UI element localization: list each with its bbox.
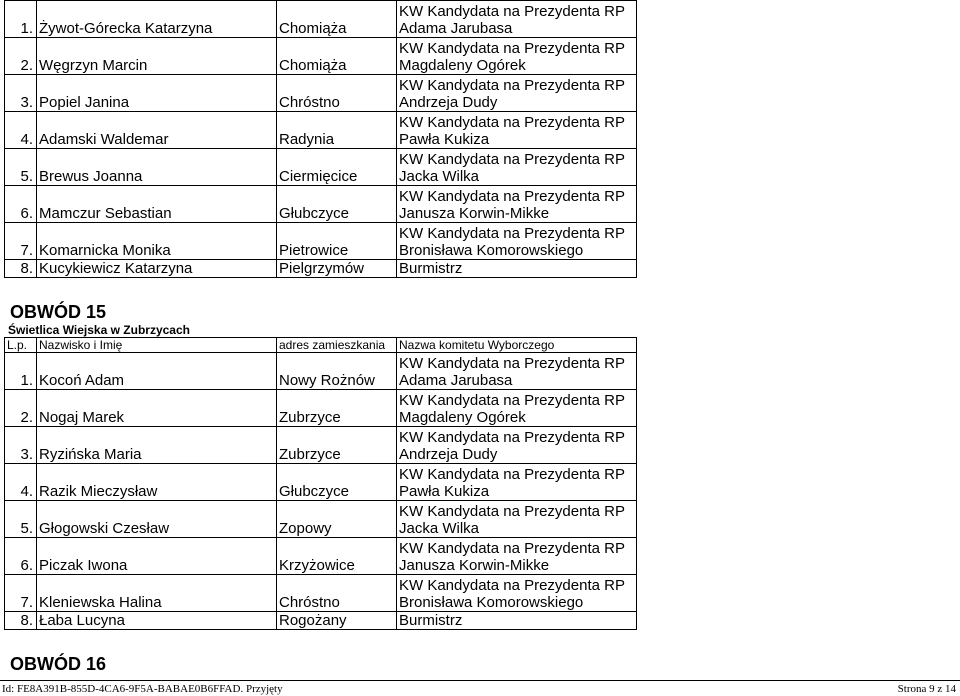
row-number: 8. <box>5 260 37 278</box>
table-row <box>5 353 637 390</box>
page-number: Strona 9 z 14 <box>897 683 956 695</box>
member-address: Zopowy <box>277 501 397 538</box>
committee-line: KW Kandydata na Prezydenta RP <box>399 3 625 20</box>
committee-name <box>397 538 637 575</box>
member-name: Brewus Joanna <box>37 149 277 186</box>
committee-line: Adama Jarubasa <box>399 372 513 389</box>
table-row <box>5 75 637 112</box>
member-address: Głubczyce <box>277 186 397 223</box>
committee-line: KW Kandydata na Prezydenta RP <box>399 503 625 520</box>
row-number: 5. <box>5 501 37 538</box>
committee-name <box>397 612 637 630</box>
committee-line: Janusza Korwin-Mikke <box>399 557 550 574</box>
member-address: Nowy Rożnów <box>277 353 397 390</box>
member-address: Krzyżowice <box>277 538 397 575</box>
row-number: 2. <box>5 390 37 427</box>
header-committee: Nazwa komitetu Wyborczego <box>397 338 637 353</box>
committee-line: KW Kandydata na Prezydenta RP <box>399 577 625 594</box>
row-number: 1. <box>5 353 37 390</box>
member-address: Pielgrzymów <box>277 260 397 278</box>
member-address: Zubrzyce <box>277 390 397 427</box>
row-number: 8. <box>5 612 37 630</box>
committee-name <box>397 149 637 186</box>
section-heading-16: OBWÓD 16 <box>10 654 107 674</box>
member-address: Zubrzyce <box>277 427 397 464</box>
committee-line: Bronisława Komorowskiego <box>399 594 584 611</box>
committee-name <box>397 501 637 538</box>
row-number: 4. <box>5 112 37 149</box>
committee-name <box>397 1 637 38</box>
committee-name <box>397 464 637 501</box>
committee-members-table-15 <box>4 337 637 630</box>
member-name: Mamczur Sebastian <box>37 186 277 223</box>
committee-line: KW Kandydata na Prezydenta RP <box>399 77 625 94</box>
table-row <box>5 186 637 223</box>
committee-line: Magdaleny Ogórek <box>399 57 526 74</box>
committee-name <box>397 575 637 612</box>
committee-line: Andrzeja Dudy <box>399 94 498 111</box>
row-number: 6. <box>5 186 37 223</box>
member-name: Głogowski Czesław <box>37 501 277 538</box>
table-row <box>5 538 637 575</box>
committee-name <box>397 38 637 75</box>
member-address: Chróstno <box>277 575 397 612</box>
committee-line: Janusza Korwin-Mikke <box>399 205 550 222</box>
member-name: Kucykiewicz Katarzyna <box>37 260 277 278</box>
committee-line: Burmistrz <box>399 260 463 277</box>
committee-line: Pawła Kukiza <box>399 131 490 148</box>
row-number: 5. <box>5 149 37 186</box>
committee-line: KW Kandydata na Prezydenta RP <box>399 114 625 131</box>
section-location-15: Świetlica Wiejska w Zubrzycach <box>8 323 190 337</box>
section-heading-15: OBWÓD 15 <box>10 302 107 322</box>
member-address: Radynia <box>277 112 397 149</box>
table-row <box>5 501 637 538</box>
row-number: 3. <box>5 75 37 112</box>
member-address: Chomiąża <box>277 1 397 38</box>
committee-line: KW Kandydata na Prezydenta RP <box>399 429 625 446</box>
committee-line: Magdaleny Ogórek <box>399 409 526 426</box>
committee-line: Andrzeja Dudy <box>399 446 498 463</box>
committee-line: KW Kandydata na Prezydenta RP <box>399 355 625 372</box>
member-address: Chomiąża <box>277 38 397 75</box>
member-address: Rogożany <box>277 612 397 630</box>
committee-name <box>397 353 637 390</box>
row-number: 4. <box>5 464 37 501</box>
member-name: Nogaj Marek <box>37 390 277 427</box>
member-name: Węgrzyn Marcin <box>37 38 277 75</box>
table-header-row <box>5 338 637 353</box>
row-number: 6. <box>5 538 37 575</box>
member-name: Łaba Lucyna <box>37 612 277 630</box>
committee-name <box>397 260 637 278</box>
committee-name <box>397 112 637 149</box>
committee-line: Burmistrz <box>399 612 463 629</box>
committee-line: Adama Jarubasa <box>399 20 513 37</box>
table-row <box>5 223 637 260</box>
member-name: Kocoń Adam <box>37 353 277 390</box>
committee-name <box>397 223 637 260</box>
table-row <box>5 612 637 630</box>
table-row <box>5 427 637 464</box>
committee-members-table-top <box>4 0 637 278</box>
member-name: Razik Mieczysław <box>37 464 277 501</box>
committee-line: KW Kandydata na Prezydenta RP <box>399 466 625 483</box>
member-name: Piczak Iwona <box>37 538 277 575</box>
committee-name <box>397 390 637 427</box>
member-address: Głubczyce <box>277 464 397 501</box>
table-row <box>5 260 637 278</box>
table-body <box>5 1 637 278</box>
page-footer <box>0 680 960 696</box>
committee-name <box>397 186 637 223</box>
committee-line: Jacka Wilka <box>399 520 480 537</box>
member-name: Żywot-Górecka Katarzyna <box>37 1 277 38</box>
member-address: Pietrowice <box>277 223 397 260</box>
member-address: Ciermięcice <box>277 149 397 186</box>
committee-name <box>397 427 637 464</box>
committee-line: KW Kandydata na Prezydenta RP <box>399 151 625 168</box>
committee-line: KW Kandydata na Prezydenta RP <box>399 40 625 57</box>
committee-line: Bronisława Komorowskiego <box>399 242 584 259</box>
table-row <box>5 112 637 149</box>
row-number: 7. <box>5 575 37 612</box>
row-number: 1. <box>5 1 37 38</box>
member-name: Kleniewska Halina <box>37 575 277 612</box>
header-name: Nazwisko i Imię <box>37 338 277 353</box>
member-name: Adamski Waldemar <box>37 112 277 149</box>
table-row <box>5 390 637 427</box>
member-name: Komarnicka Monika <box>37 223 277 260</box>
member-name: Popiel Janina <box>37 75 277 112</box>
table-body <box>5 353 637 630</box>
row-number: 7. <box>5 223 37 260</box>
committee-line: KW Kandydata na Prezydenta RP <box>399 540 625 557</box>
header-address: adres zamieszkania <box>277 338 397 353</box>
table-row <box>5 575 637 612</box>
committee-line: Jacka Wilka <box>399 168 480 185</box>
member-name: Ryzińska Maria <box>37 427 277 464</box>
table-row <box>5 1 637 38</box>
document-id: Id: FE8A391B-855D-4CA6-9F5A-BABAE0B6FFAD. Przyjęty <box>2 683 283 695</box>
table-row <box>5 149 637 186</box>
committee-line: KW Kandydata na Prezydenta RP <box>399 225 625 242</box>
row-number: 2. <box>5 38 37 75</box>
table-row <box>5 464 637 501</box>
table-row <box>5 38 637 75</box>
committee-line: KW Kandydata na Prezydenta RP <box>399 188 625 205</box>
row-number: 3. <box>5 427 37 464</box>
committee-line: KW Kandydata na Prezydenta RP <box>399 392 625 409</box>
committee-line: Pawła Kukiza <box>399 483 490 500</box>
header-lp: L.p. <box>5 338 37 353</box>
member-address: Chróstno <box>277 75 397 112</box>
committee-name <box>397 75 637 112</box>
